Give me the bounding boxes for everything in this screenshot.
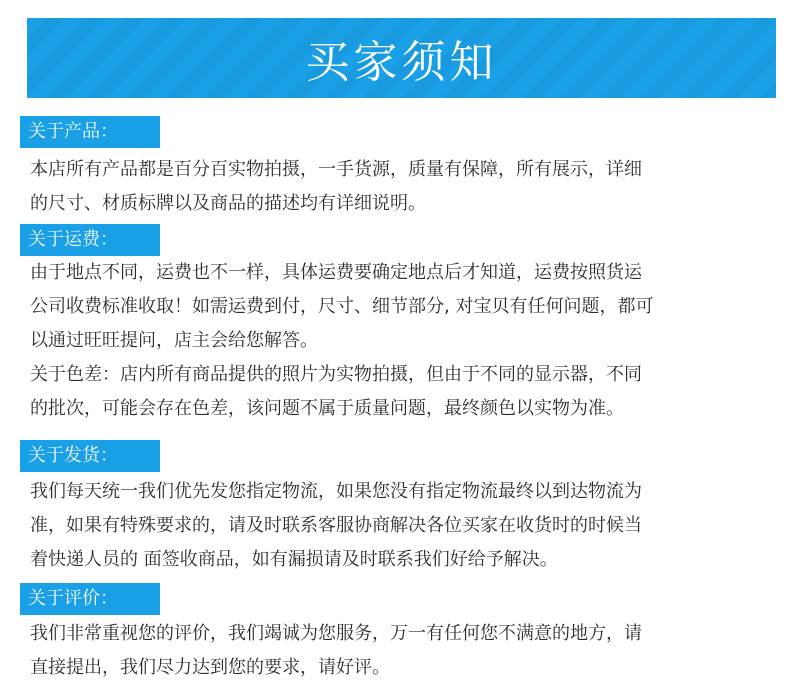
- page-title: 买家须知: [305, 37, 498, 88]
- section-text-product: [30, 153, 765, 221]
- section-label-shipping-fee: 关于运费：: [20, 224, 160, 256]
- text-line: 关于色差：店内所有商品提供的照片为实物拍摄，但由于不同的显示器，不同: [30, 364, 642, 385]
- text-line: 我们每天统一我们优先发您指定物流，如果您没有指定物流最终以到达物流为: [30, 481, 642, 502]
- title-banner: [27, 18, 776, 98]
- text-line: 的批次，可能会存在色差，该问题不属于质量问题，最终颜色以实物为准。: [30, 398, 624, 419]
- text-line: 的尺寸、材质标牌以及商品的描述均有详细说明。: [30, 193, 426, 214]
- section-label-delivery: 关于发货：: [20, 440, 160, 472]
- text-line: 准，如果有特殊要求的，请及时联系客服协商解决各位买家在收货时的时候当: [30, 515, 642, 536]
- text-line: 本店所有产品都是百分百实物拍摄，一手货源，质量有保障，所有展示，详细: [30, 159, 642, 180]
- section-label-product: 关于产品：: [20, 116, 160, 148]
- section-text-shipping-fee: [30, 256, 765, 426]
- text-line: 我们非常重视您的评价，我们竭诚为您服务，万一有任何您不满意的地方，请: [30, 623, 642, 644]
- section-text-review: [30, 617, 765, 685]
- section-text-delivery: [30, 475, 765, 577]
- text-line: 直接提出，我们尽力达到您的要求，请好评。: [30, 657, 390, 678]
- text-line: 公司收费标准收取！如需运费到付，尺寸、细节部分, 对宝贝有任何问题，都可: [30, 296, 654, 317]
- section-label-review: 关于评价：: [20, 583, 160, 615]
- text-line: 着快递人员的 面签收商品，如有漏损请及时联系我们好给予解决。: [30, 549, 558, 570]
- text-line: 以通过旺旺提问，店主会给您解答。: [30, 330, 318, 351]
- text-line: 由于地点不同，运费也不一样，具体运费要确定地点后才知道，运费按照货运: [30, 262, 642, 283]
